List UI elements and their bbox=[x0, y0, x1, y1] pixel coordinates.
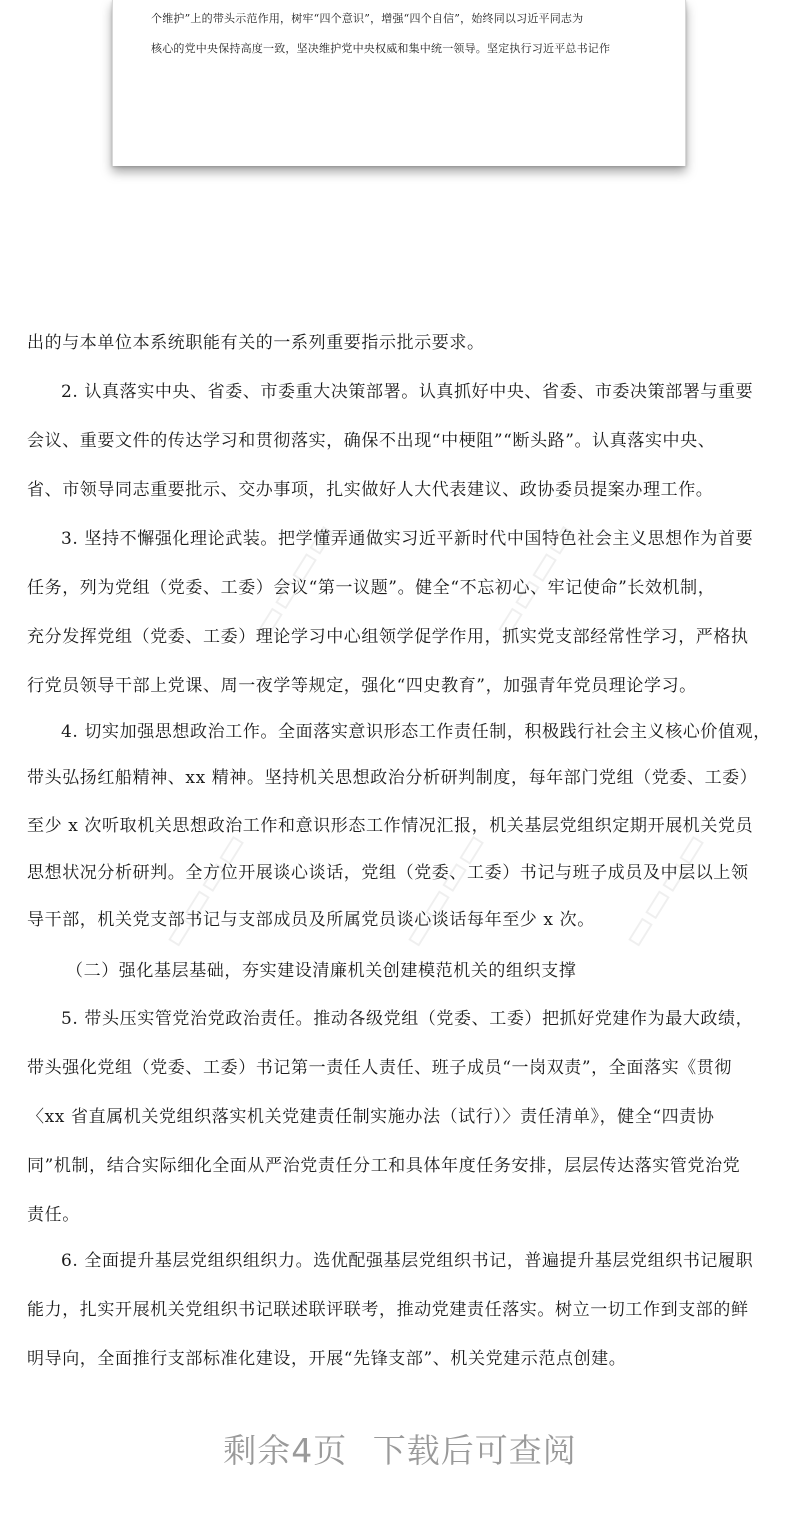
paragraph-line: 至少 x 次听取机关思想政治工作和意识形态工作情况汇报，机关基层党组织定期开展机关党员 bbox=[27, 816, 754, 836]
paragraph-line: 带头弘扬红船精神、xx 精神。坚持机关思想政治分析研判制度，每年部门党组（党委、工委） bbox=[27, 768, 758, 788]
paragraph-line: 行党员领导干部上党课、周一夜学等规定，强化“四史教育”，加强青年党员理论学习。 bbox=[27, 676, 697, 696]
preview-text-line: 核心的党中央保持高度一致，坚决维护党中央权威和集中统一领导。坚定执行习近平总书记作 bbox=[151, 42, 611, 55]
paragraph-line: 会议、重要文件的传达学习和贯彻落实，确保不出现“中梗阻”“断头路”。认真落实中央、 bbox=[27, 431, 716, 451]
paragraph-line: 责任。 bbox=[27, 1205, 80, 1225]
paragraph-line: 省、市领导同志重要批示、交办事项，扎实做好人大代表建议、政协委员提案办理工作。 bbox=[27, 480, 714, 500]
paragraph-line: 2. 认真落实中央、省委、市委重大决策部署。认真抓好中央、省委、市委决策部署与重要 bbox=[61, 382, 754, 402]
paragraph-line: 3. 坚持不懈强化理论武装。把学懂弄通做实习近平新时代中国特色社会主义思想作为首要 bbox=[61, 529, 754, 549]
preview-text-line: 个维护”上的带头示范作用，树牢“四个意识”，增强“四个自信”，始终同以习近平同志为 bbox=[151, 12, 584, 25]
paragraph-line: 带头强化党组（党委、工委）书记第一责任人责任、班子成员“一岗双责”，全面落实《贯彻 bbox=[27, 1058, 732, 1078]
watermark: ▭▭▭▭ bbox=[483, 514, 586, 646]
paragraph-line: 明导向，全面推行支部标准化建设，开展“先锋支部”、机关党建示范点创建。 bbox=[27, 1349, 627, 1369]
page-preview-card bbox=[112, 0, 686, 166]
paragraph-line: 〈xx 省直属机关党组织落实机关党建责任制实施办法（试行）〉责任清单》，健全“四责协 bbox=[27, 1107, 715, 1127]
paragraph-line: 5. 带头压实管党治党政治责任。推动各级党组（党委、工委）把抓好党建作为最大政绩， bbox=[61, 1009, 754, 1029]
watermark: ▭▭▭▭ bbox=[613, 824, 716, 956]
paragraph-line: 能力，扎实开展机关党组织书记联述联评联考，推动党建责任落实。树立一切工作到支部的鲜 bbox=[27, 1300, 749, 1320]
watermark: ▭▭▭▭ bbox=[243, 514, 346, 646]
watermark: ▭▭▭▭ bbox=[393, 824, 496, 956]
paragraph-line: 同”机制，结合实际细化全面从严治党责任分工和具体年度任务安排，层层传达落实管党治党 bbox=[27, 1156, 741, 1176]
paragraph-line: 任务，列为党组（党委、工委）会议“第一议题”。健全“不忘初心、牢记使命”长效机制， bbox=[27, 578, 716, 598]
download-to-read-more-button[interactable]: 剩余4页 下载后可查阅 bbox=[223, 1431, 577, 1470]
paragraph-line: 思想状况分析研判。全方位开展谈心谈话，党组（党委、工委）书记与班子成员及中层以上领 bbox=[27, 863, 749, 883]
paragraph-line: 出的与本单位本系统职能有关的一系列重要指示批示要求。 bbox=[27, 333, 485, 353]
paragraph-line: 6. 全面提升基层党组织组织力。选优配强基层党组织书记，普遍提升基层党组织书记履职 bbox=[61, 1251, 754, 1271]
watermark: ▭▭▭▭ bbox=[153, 824, 256, 956]
paragraph-line: 导干部，机关党支部书记与支部成员及所属党员谈心谈话每年至少 x 次。 bbox=[27, 910, 595, 930]
paragraph-line: 充分发挥党组（党委、工委）理论学习中心组领学促学作用，抓实党支部经常性学习，严格执 bbox=[27, 627, 749, 647]
paragraph-line: 4. 切实加强思想政治工作。全面落实意识形态工作责任制，积极践行社会主义核心价值观， bbox=[61, 722, 771, 742]
section-heading: （二）强化基层基础，夯实建设清廉机关创建模范机关的组织支撑 bbox=[66, 961, 577, 981]
